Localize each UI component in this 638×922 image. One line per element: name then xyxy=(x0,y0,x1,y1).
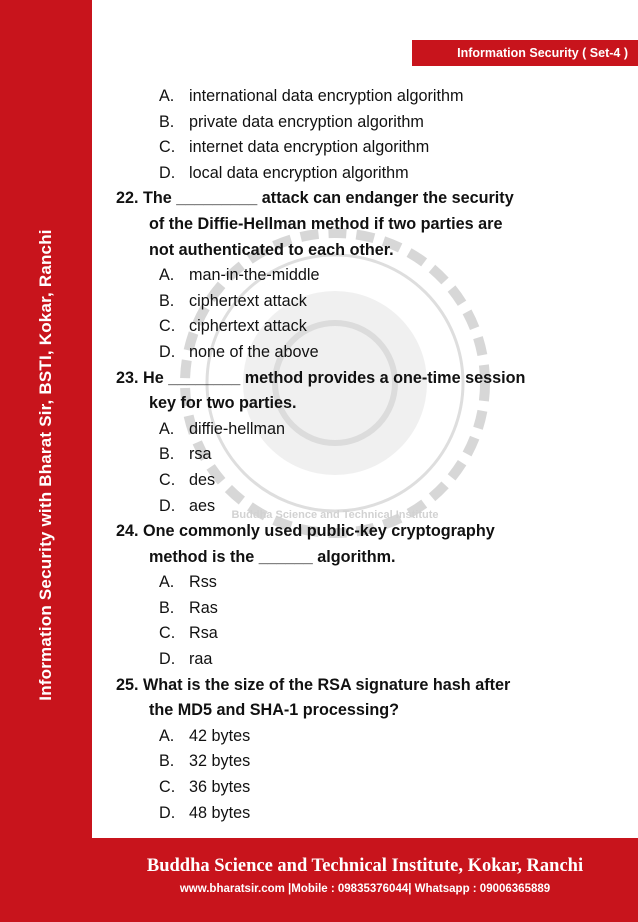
option-text: international data encryption algorithm xyxy=(189,87,464,105)
answer-option xyxy=(116,494,624,520)
option-text: des xyxy=(189,470,216,489)
answer-option xyxy=(116,801,624,827)
option-letter: A. xyxy=(159,726,175,745)
option-letter: A. xyxy=(159,573,175,592)
option-text: 48 bytes xyxy=(189,803,251,822)
answer-option xyxy=(116,340,624,366)
answer-option xyxy=(116,724,624,750)
answer-option xyxy=(116,161,624,187)
option-letter: A. xyxy=(159,266,175,285)
option-letter: C. xyxy=(159,470,176,489)
option-text: Rss xyxy=(189,573,217,592)
question-text-continued: not authenticated to each other. xyxy=(149,240,394,259)
option-text: Rsa xyxy=(189,624,218,643)
option-text: ciphertext attack xyxy=(189,317,307,336)
question-text-continued: the MD5 and SHA-1 processing? xyxy=(149,701,400,720)
option-letter: D. xyxy=(159,163,176,182)
option-letter: D. xyxy=(159,650,176,669)
option-text: 36 bytes xyxy=(189,778,251,797)
option-text: internet data encryption algorithm xyxy=(189,138,430,157)
answer-option xyxy=(116,110,624,136)
option-text: aes xyxy=(189,496,216,515)
option-letter: B. xyxy=(159,112,175,131)
option-text: 32 bytes xyxy=(189,752,251,771)
sidebar-title: Information Security with Bharat Sir, BSTI, Kokar, Ranchi xyxy=(36,229,55,701)
answer-option xyxy=(116,647,624,673)
left-sidebar-banner xyxy=(0,0,92,922)
option-text: private data encryption algorithm xyxy=(189,112,424,131)
option-letter: C. xyxy=(159,138,176,157)
question-text: 23. He ________ method provides a one-time session xyxy=(116,368,526,387)
question-text: 22. The _________ attack can endanger the security xyxy=(116,189,514,208)
option-letter: C. xyxy=(159,778,176,797)
question-text: 24. One commonly used public-key cryptography xyxy=(116,522,495,541)
option-text: Ras xyxy=(189,598,218,617)
option-letter: D. xyxy=(159,342,176,361)
option-text: man-in-the-middle xyxy=(189,266,320,285)
watermark-text: Buddha Science and Technical Institute xyxy=(231,509,439,521)
option-letter: B. xyxy=(159,291,175,310)
question-text-continued: method is the ______ algorithm. xyxy=(149,547,396,566)
footer-banner xyxy=(92,838,638,922)
option-letter: A. xyxy=(159,87,175,105)
footer-title: Buddha Science and Technical Institute, Kokar, Ranchi xyxy=(146,856,584,876)
option-letter: C. xyxy=(159,624,176,643)
option-text: rsa xyxy=(189,445,212,464)
header-tag: Information Security ( Set-4 ) xyxy=(412,40,638,66)
question-text-continued: key for two parties. xyxy=(149,394,297,413)
answer-option xyxy=(116,749,624,775)
option-letter: D. xyxy=(159,803,176,822)
option-letter: A. xyxy=(159,419,175,438)
option-letter: B. xyxy=(159,752,175,771)
answer-option xyxy=(116,135,624,161)
answer-option xyxy=(116,775,624,801)
answer-option xyxy=(116,442,624,468)
question-list xyxy=(116,84,624,826)
option-text: 42 bytes xyxy=(189,726,251,745)
option-text: local data encryption algorithm xyxy=(189,163,409,182)
option-text: ciphertext attack xyxy=(189,291,307,310)
option-letter: D. xyxy=(159,496,176,515)
answer-option xyxy=(116,263,624,289)
answer-option xyxy=(116,314,624,340)
answer-option xyxy=(116,84,624,110)
option-text: raa xyxy=(189,650,213,669)
option-letter: B. xyxy=(159,445,175,464)
option-text: diffie-hellman xyxy=(189,419,285,438)
answer-option xyxy=(116,621,624,647)
option-letter: C. xyxy=(159,317,176,336)
answer-option xyxy=(116,417,624,443)
option-text: none of the above xyxy=(189,342,319,361)
question-text-continued: of the Diffie-Hellman method if two parties are xyxy=(149,214,503,233)
question-text: 25. What is the size of the RSA signature hash after xyxy=(116,675,511,694)
answer-option xyxy=(116,289,624,315)
answer-option xyxy=(116,468,624,494)
footer-contact: www.bharatsir.com |Mobile : 09835376044| Whatsapp : 09006365889 xyxy=(179,883,551,895)
option-letter: B. xyxy=(159,598,175,617)
answer-option xyxy=(116,570,624,596)
answer-option xyxy=(116,596,624,622)
